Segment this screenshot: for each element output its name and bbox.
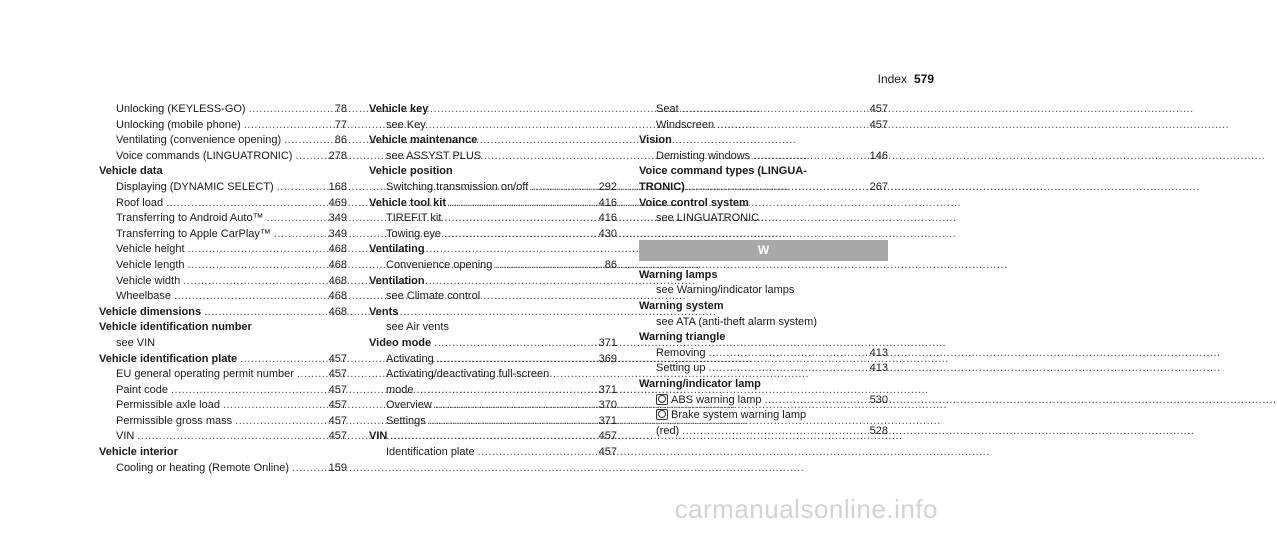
entry-term: Demisting windows — [656, 149, 751, 162]
leader-dots — [267, 211, 322, 227]
index-entry[interactable] — [99, 180, 347, 196]
page-ref: 78 — [334, 103, 347, 115]
index-entry[interactable] — [369, 414, 617, 430]
entry-term: Transferring to Apple CarPlay™ — [116, 227, 271, 240]
leader-dots — [478, 445, 592, 461]
entry-term: Transferring to Android Auto™ — [116, 212, 264, 225]
index-entry[interactable] — [99, 305, 347, 321]
leader-dots — [390, 429, 592, 445]
entry-term: EU general operating permit number — [116, 368, 294, 381]
leader-dots — [204, 305, 322, 321]
see-reference[interactable]: see Warning/indicator lamps — [656, 284, 795, 297]
page-ref: 86 — [604, 258, 617, 271]
page-ref: 457 — [328, 368, 347, 381]
index-column-2 — [369, 102, 617, 461]
entry-term: Vehicle width — [116, 274, 181, 287]
leader-dots — [188, 258, 323, 274]
index-entry[interactable] — [99, 227, 347, 243]
page-ref: 468 — [328, 305, 347, 318]
page-ref: 413 — [869, 346, 888, 359]
leader-dots — [682, 424, 863, 440]
entry-term: Permissible axle load — [116, 399, 220, 412]
entry-term: Vehicle tool kit — [369, 196, 447, 209]
leader-dots — [240, 352, 322, 368]
index-entry[interactable] — [639, 102, 888, 118]
page-ref: 457 — [869, 118, 888, 131]
entry-term: Removing — [656, 346, 706, 359]
index-entry[interactable] — [99, 196, 347, 212]
index-entry[interactable] — [99, 289, 347, 305]
page-number: 579 — [913, 72, 934, 86]
leader-dots — [709, 346, 863, 362]
leader-dots — [137, 429, 322, 445]
page-ref: 457 — [869, 103, 888, 115]
leader-dots — [171, 383, 322, 399]
entry-term: Settings — [386, 414, 426, 427]
page-ref: 468 — [328, 290, 347, 303]
page-ref: 168 — [328, 180, 347, 193]
page-ref: 468 — [328, 274, 347, 287]
index-entry[interactable] — [369, 336, 617, 352]
page-ref: 430 — [598, 227, 617, 240]
leader-dots — [249, 102, 322, 118]
leader-dots — [277, 180, 322, 196]
page-ref: 146 — [869, 149, 888, 162]
page-ref: 416 — [598, 212, 617, 225]
see-reference[interactable]: see ATA (anti-theft alarm system) — [656, 315, 817, 328]
entry-term: Vehicle length — [116, 258, 185, 271]
index-column-3 — [639, 102, 888, 439]
brake-warning-icon — [656, 409, 668, 420]
index-entry[interactable] — [99, 429, 347, 445]
leader-dots — [297, 367, 322, 383]
see-reference[interactable]: see Air vents — [386, 321, 449, 334]
page-header — [878, 72, 934, 86]
page-ref: 267 — [869, 180, 888, 193]
page-ref: 371 — [598, 383, 617, 396]
index-entry[interactable] — [369, 227, 617, 243]
header-label: Index — [877, 72, 907, 86]
index-entry[interactable] — [99, 398, 347, 414]
entry-term: TRONIC) — [639, 180, 685, 193]
entry-term: Unlocking (KEYLESS-GO) — [116, 103, 246, 115]
leader-dots — [274, 227, 322, 243]
page-ref: 457 — [328, 414, 347, 427]
entry-term: Overview — [386, 399, 432, 412]
index-entry[interactable] — [639, 424, 888, 440]
page-ref: 457 — [598, 446, 617, 459]
index-heading: Warning/indicator lamp — [639, 377, 761, 390]
leader-dots — [292, 461, 322, 477]
see-reference[interactable]: see Key — [386, 118, 426, 131]
entry-term: Vehicle dimensions — [99, 305, 202, 318]
leader-dots — [223, 398, 322, 414]
entry-term: Voice commands (LINGUATRONIC) — [116, 149, 293, 162]
index-entry[interactable] — [369, 196, 617, 212]
index-heading: Vents — [369, 305, 399, 318]
index-subentry-text: Activating/deactivating full-screen — [386, 368, 550, 381]
index-heading: Ventilation — [369, 274, 425, 287]
leader-dots — [244, 118, 322, 134]
index-heading: Warning lamps — [639, 268, 718, 281]
index-heading: Vehicle position — [369, 165, 453, 178]
index-heading: Vehicle data — [99, 165, 163, 178]
index-entry[interactable] — [99, 352, 347, 368]
entry-term: (red) — [656, 424, 680, 437]
leader-dots — [295, 149, 322, 165]
entry-term: Permissible gross mass — [116, 414, 233, 427]
page-ref: 528 — [869, 424, 888, 437]
leader-dots — [437, 352, 592, 368]
index-entry[interactable] — [99, 102, 347, 118]
index-entry[interactable] — [639, 118, 888, 134]
page-ref: 468 — [328, 258, 347, 271]
entry-term: Identification plate — [386, 446, 475, 459]
entry-term: Activating — [386, 352, 434, 365]
entry-text: ABS warning lamp — [671, 393, 762, 406]
index-heading: Voice command types (LINGUA- — [639, 165, 807, 178]
index-entry[interactable] — [99, 149, 347, 165]
leader-dots — [709, 361, 863, 377]
entry-term: Video mode — [369, 336, 432, 349]
leader-dots — [682, 102, 863, 118]
index-subentry-text — [639, 408, 888, 424]
index-entry[interactable] — [639, 346, 888, 362]
entry-term: Wheelbase — [116, 290, 172, 303]
see-reference[interactable]: see LINGUATRONIC — [656, 212, 760, 225]
index-entry[interactable] — [639, 393, 888, 409]
leader-dots — [429, 414, 592, 430]
page-ref: 292 — [598, 180, 617, 193]
leader-dots — [449, 196, 592, 212]
page-ref: 457 — [328, 352, 347, 365]
entry-term: Setting up — [656, 362, 706, 375]
entry-term: Cooling or heating (Remote Online) — [116, 461, 290, 474]
index-heading: Ventilating — [369, 243, 425, 256]
leader-dots — [753, 149, 863, 165]
index-entry[interactable] — [99, 461, 347, 477]
entry-term: Displaying (DYNAMIC SELECT) — [116, 180, 274, 193]
index-entry[interactable] — [369, 383, 617, 399]
entry-term: Ventilating (convenience opening) — [116, 134, 282, 147]
entry-term: Paint code — [116, 383, 168, 396]
page-ref: 77 — [334, 118, 347, 131]
entry-term: Vehicle height — [116, 243, 185, 256]
index-heading: Vehicle interior — [99, 446, 178, 459]
entry-term: Seat — [656, 103, 679, 115]
leader-dots — [166, 196, 322, 212]
page-ref: 349 — [328, 212, 347, 225]
page-ref: 370 — [598, 399, 617, 412]
leader-dots — [717, 118, 863, 134]
page-ref: 457 — [598, 430, 617, 443]
index-heading: Vehicle key — [369, 103, 429, 115]
entry-term: Towing eye — [386, 227, 442, 240]
index-entry[interactable] — [639, 180, 888, 196]
leader-dots — [688, 180, 863, 196]
index-column-1 — [99, 102, 347, 476]
index-entry[interactable] — [639, 149, 888, 165]
index-entry[interactable] — [99, 118, 347, 134]
page-ref: 530 — [869, 393, 888, 406]
page-ref: 457 — [328, 399, 347, 412]
index-entry[interactable] — [369, 180, 617, 196]
entry-term: TIREFIT kit — [386, 212, 442, 225]
page-ref: 159 — [328, 461, 347, 474]
leader-dots — [284, 133, 322, 149]
leader-dots — [235, 414, 322, 430]
leader-dots — [531, 180, 592, 196]
index-entry[interactable] — [369, 445, 617, 461]
page-ref: 457 — [328, 383, 347, 396]
index-heading: Vehicle identification number — [99, 321, 252, 334]
index-entry[interactable] — [369, 258, 617, 274]
page-ref: 86 — [334, 134, 347, 147]
leader-dots — [495, 258, 592, 274]
entry-term — [656, 393, 762, 409]
leader-dots — [417, 383, 592, 399]
index-entry[interactable] — [99, 383, 347, 399]
entry-term: Unlocking (mobile phone) — [116, 118, 241, 131]
leader-dots — [444, 227, 592, 243]
index-entry[interactable] — [369, 352, 617, 368]
entry-text: Brake system warning lamp — [671, 409, 807, 422]
index-heading: Warning triangle — [639, 331, 726, 344]
index-entry[interactable] — [369, 398, 617, 414]
index-entry[interactable] — [369, 429, 617, 445]
page-ref: 371 — [598, 336, 617, 349]
page-ref: 371 — [598, 414, 617, 427]
leader-dots — [188, 242, 323, 258]
index-heading: Vehicle maintenance — [369, 134, 478, 147]
page-ref: 413 — [869, 362, 888, 375]
abs-warning-icon — [656, 394, 668, 405]
page-ref: 369 — [598, 352, 617, 365]
index-heading: Voice control system — [639, 196, 749, 209]
page-ref: 416 — [598, 196, 617, 209]
leader-dots — [183, 274, 322, 290]
index-entry[interactable] — [99, 258, 347, 274]
index-entry[interactable] — [99, 211, 347, 227]
see-reference[interactable]: see ASSYST PLUS — [386, 149, 482, 162]
page-ref: 457 — [328, 430, 347, 443]
index-heading: Vision — [639, 134, 672, 147]
index-entry[interactable] — [99, 274, 347, 290]
entry-term: VIN — [116, 430, 135, 443]
leader-dots — [765, 393, 864, 409]
entry-term: Roof load — [116, 196, 164, 209]
watermark: carmanualsonline.info — [674, 494, 938, 524]
letter-section-header: W — [639, 240, 888, 261]
entry-term: Vehicle identification plate — [99, 352, 238, 365]
entry-term: mode — [386, 383, 414, 396]
leader-dots — [174, 289, 322, 305]
index-entry[interactable] — [99, 242, 347, 258]
leader-dots — [444, 211, 592, 227]
page-ref: 349 — [328, 227, 347, 240]
entry-term: Windscreen — [656, 118, 715, 131]
index-entry[interactable] — [99, 414, 347, 430]
entry-term: VIN — [369, 430, 388, 443]
page-ref: 469 — [328, 196, 347, 209]
index-entry[interactable] — [99, 367, 347, 383]
see-reference[interactable]: see VIN — [116, 336, 156, 349]
entry-term: Convenience opening — [386, 258, 493, 271]
leader-dots — [434, 336, 592, 352]
page-ref: 468 — [328, 243, 347, 256]
see-reference[interactable]: see Climate control — [386, 290, 481, 303]
index-heading: Warning system — [639, 299, 724, 312]
index-entry[interactable] — [99, 133, 347, 149]
index-entry[interactable] — [639, 361, 888, 377]
index-entry[interactable] — [369, 211, 617, 227]
leader-dots — [435, 398, 592, 414]
page-ref: 278 — [328, 149, 347, 162]
entry-term: Switching transmission on/off — [386, 180, 529, 193]
